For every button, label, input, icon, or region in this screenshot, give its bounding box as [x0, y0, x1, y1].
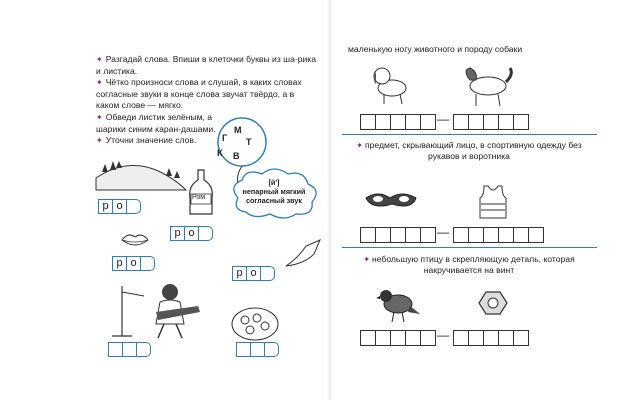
cell[interactable]: р	[232, 266, 247, 281]
cell[interactable]	[391, 330, 406, 346]
instruction-1: ✦ Разгадай слова. Впиши в клеточки буквы из ша-рика и листика.	[96, 54, 317, 76]
cell[interactable]	[499, 114, 514, 130]
cell[interactable]	[453, 227, 469, 243]
cell[interactable]	[499, 227, 514, 243]
cell[interactable]	[421, 227, 436, 243]
cell[interactable]	[391, 114, 406, 130]
cell[interactable]	[484, 330, 499, 346]
cell[interactable]	[406, 330, 421, 346]
dash: —	[437, 112, 449, 126]
word-cells-6	[236, 342, 279, 357]
cell[interactable]	[514, 330, 529, 346]
bird-illustration	[376, 286, 422, 326]
cell[interactable]: о	[247, 266, 261, 281]
cell[interactable]: р	[98, 199, 113, 214]
word-cells-1	[98, 199, 141, 214]
cell[interactable]	[137, 342, 151, 357]
bottle-label: Ром	[192, 194, 206, 201]
cell[interactable]	[123, 342, 137, 357]
cell[interactable]	[421, 114, 436, 130]
cell[interactable]: о	[185, 226, 199, 241]
answer-cells-paw	[360, 114, 436, 130]
cell[interactable]	[529, 227, 544, 243]
cell[interactable]	[484, 114, 499, 130]
word-cells-4	[232, 266, 275, 281]
cloud-description: непарный мягкий согласный звук	[242, 187, 306, 205]
cell[interactable]	[199, 226, 213, 241]
cell[interactable]	[406, 227, 421, 243]
balloon-letter-v: В	[233, 151, 240, 161]
answer-cells-tanktop	[453, 227, 544, 243]
cloud-text	[238, 178, 310, 205]
bottle-illustration	[186, 170, 216, 216]
cell[interactable]	[514, 114, 529, 130]
cloud-sound: [й']	[268, 178, 280, 187]
task-bird-text: ✦ небольшую птицу в скрепляющую деталь, которая накручивается на винт	[363, 254, 575, 275]
cell[interactable]: р	[170, 226, 185, 241]
mask-illustration	[364, 188, 420, 212]
cell[interactable]	[376, 114, 391, 130]
cell[interactable]	[391, 227, 406, 243]
answer-cells-nut	[453, 330, 529, 346]
small-dog-illustration	[370, 64, 420, 106]
hill-landscape-illustration	[96, 150, 186, 194]
cell[interactable]	[514, 227, 529, 243]
cell[interactable]	[406, 114, 421, 130]
balloon-letter-t: Т	[246, 137, 252, 147]
cell[interactable]	[360, 227, 376, 243]
separator-line	[342, 134, 597, 135]
tank-top-illustration	[478, 184, 508, 220]
cell[interactable]	[141, 256, 155, 271]
answer-cells-breed	[453, 114, 529, 130]
cell[interactable]	[469, 330, 484, 346]
balloon-letter-m: М	[234, 125, 242, 135]
singer-illustration	[108, 282, 208, 338]
answer-cells-mask	[360, 227, 436, 243]
cell[interactable]	[484, 227, 499, 243]
cell[interactable]	[360, 114, 376, 130]
cell[interactable]	[499, 330, 514, 346]
instruction-3: ✦ Обведи листик зелёным, а шарики синим каран-дашами.	[96, 111, 216, 134]
cell[interactable]: о	[113, 199, 127, 214]
cell[interactable]	[127, 199, 141, 214]
cell[interactable]	[261, 266, 275, 281]
husky-illustration	[458, 66, 514, 108]
answer-cells-bird	[360, 330, 436, 346]
cell[interactable]	[251, 342, 265, 357]
lips-illustration	[120, 232, 150, 248]
cell[interactable]	[469, 114, 484, 130]
cell[interactable]	[360, 330, 376, 346]
cell[interactable]: р	[112, 256, 127, 271]
task-top-text: маленькую ногу животного и породу собаки	[348, 44, 523, 54]
instruction-2: ✦ Чётко произноси слова и слушай, в каких словах согласные звуки в конце слова звучат твёрдо, а в каком слове — мягко.	[96, 77, 302, 111]
word-cells-3	[112, 256, 155, 271]
cell[interactable]	[453, 330, 469, 346]
dash: —	[437, 225, 449, 239]
task-mask-text: ✦ предмет, скрывающий лицо, в спортивную одежду без рукавов и воротника	[356, 140, 582, 161]
balloon-letter-g: Г	[222, 133, 228, 143]
cell[interactable]	[376, 330, 391, 346]
word-cells-5	[108, 342, 151, 357]
cell[interactable]	[108, 342, 123, 357]
balloon-letter-k: К	[217, 148, 223, 158]
cell[interactable]	[453, 114, 469, 130]
cell[interactable]	[236, 342, 251, 357]
instructions-list	[96, 54, 318, 147]
cell[interactable]	[376, 227, 391, 243]
word-cells-2	[170, 226, 213, 241]
dash: —	[437, 328, 449, 342]
cell[interactable]	[265, 342, 279, 357]
horn-illustration	[284, 238, 324, 268]
cell[interactable]: о	[127, 256, 141, 271]
cell[interactable]	[469, 227, 484, 243]
separator-line	[342, 247, 597, 248]
cell[interactable]	[421, 330, 436, 346]
nut-illustration	[478, 290, 508, 316]
instruction-4: ✦ Уточни значение слов.	[96, 135, 197, 146]
dish-illustration	[230, 306, 280, 342]
